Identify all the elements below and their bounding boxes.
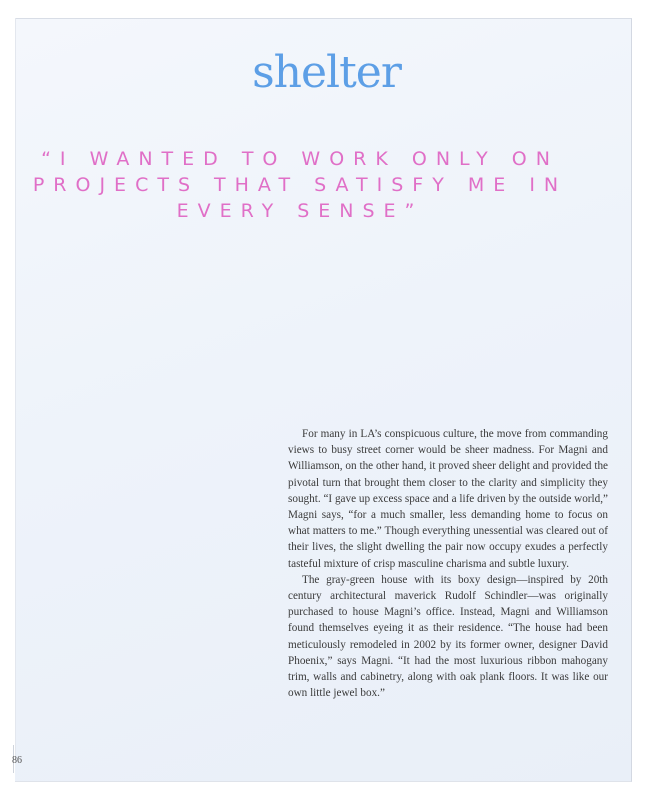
article-paragraph: The gray-green house with its boxy design—inspired by 20th century architectural maverick Rudolf Schindler—was originally purchased to house Magni’s office. Instead, Magni and Williamson found themselves eyeing it as their residence. “The house had been meticulously remodeled in 2002 by its former owner, designer David Phoenix,” says Magni. “It had the most luxurious ribbon mahogany trim, walls and cabinetry, along with oak plank floors. It was like our own little jewel box.” (288, 573, 608, 700)
page-number: 86 (12, 755, 22, 766)
article-paragraph: For many in LA’s conspicuous culture, the move from commanding views to busy street corner would be sheer madness. For Magni and Williamson, on the other hand, it proved sheer delight and provided the pivotal turn that brought them closer to the clarity and simplicity they sought. “I gave up excess space and a life driven by the outside world,” Magni says, “for a much smaller, less demanding home to focus on what matters to me.” Though everything unessential was cleared out of their lives, the slight dwelling the pair now occupy exudes a perfectly tasteful mixture of crisp masculine charisma and subtle luxury. (288, 428, 608, 570)
pull-quote: “I WANTED TO WORK ONLY ON PROJECTS THAT SATISFY ME IN EVERY SENSE” (32, 148, 568, 222)
page-edge-rule (15, 18, 16, 758)
article-body (288, 426, 608, 701)
section-title: shelter (252, 47, 401, 99)
